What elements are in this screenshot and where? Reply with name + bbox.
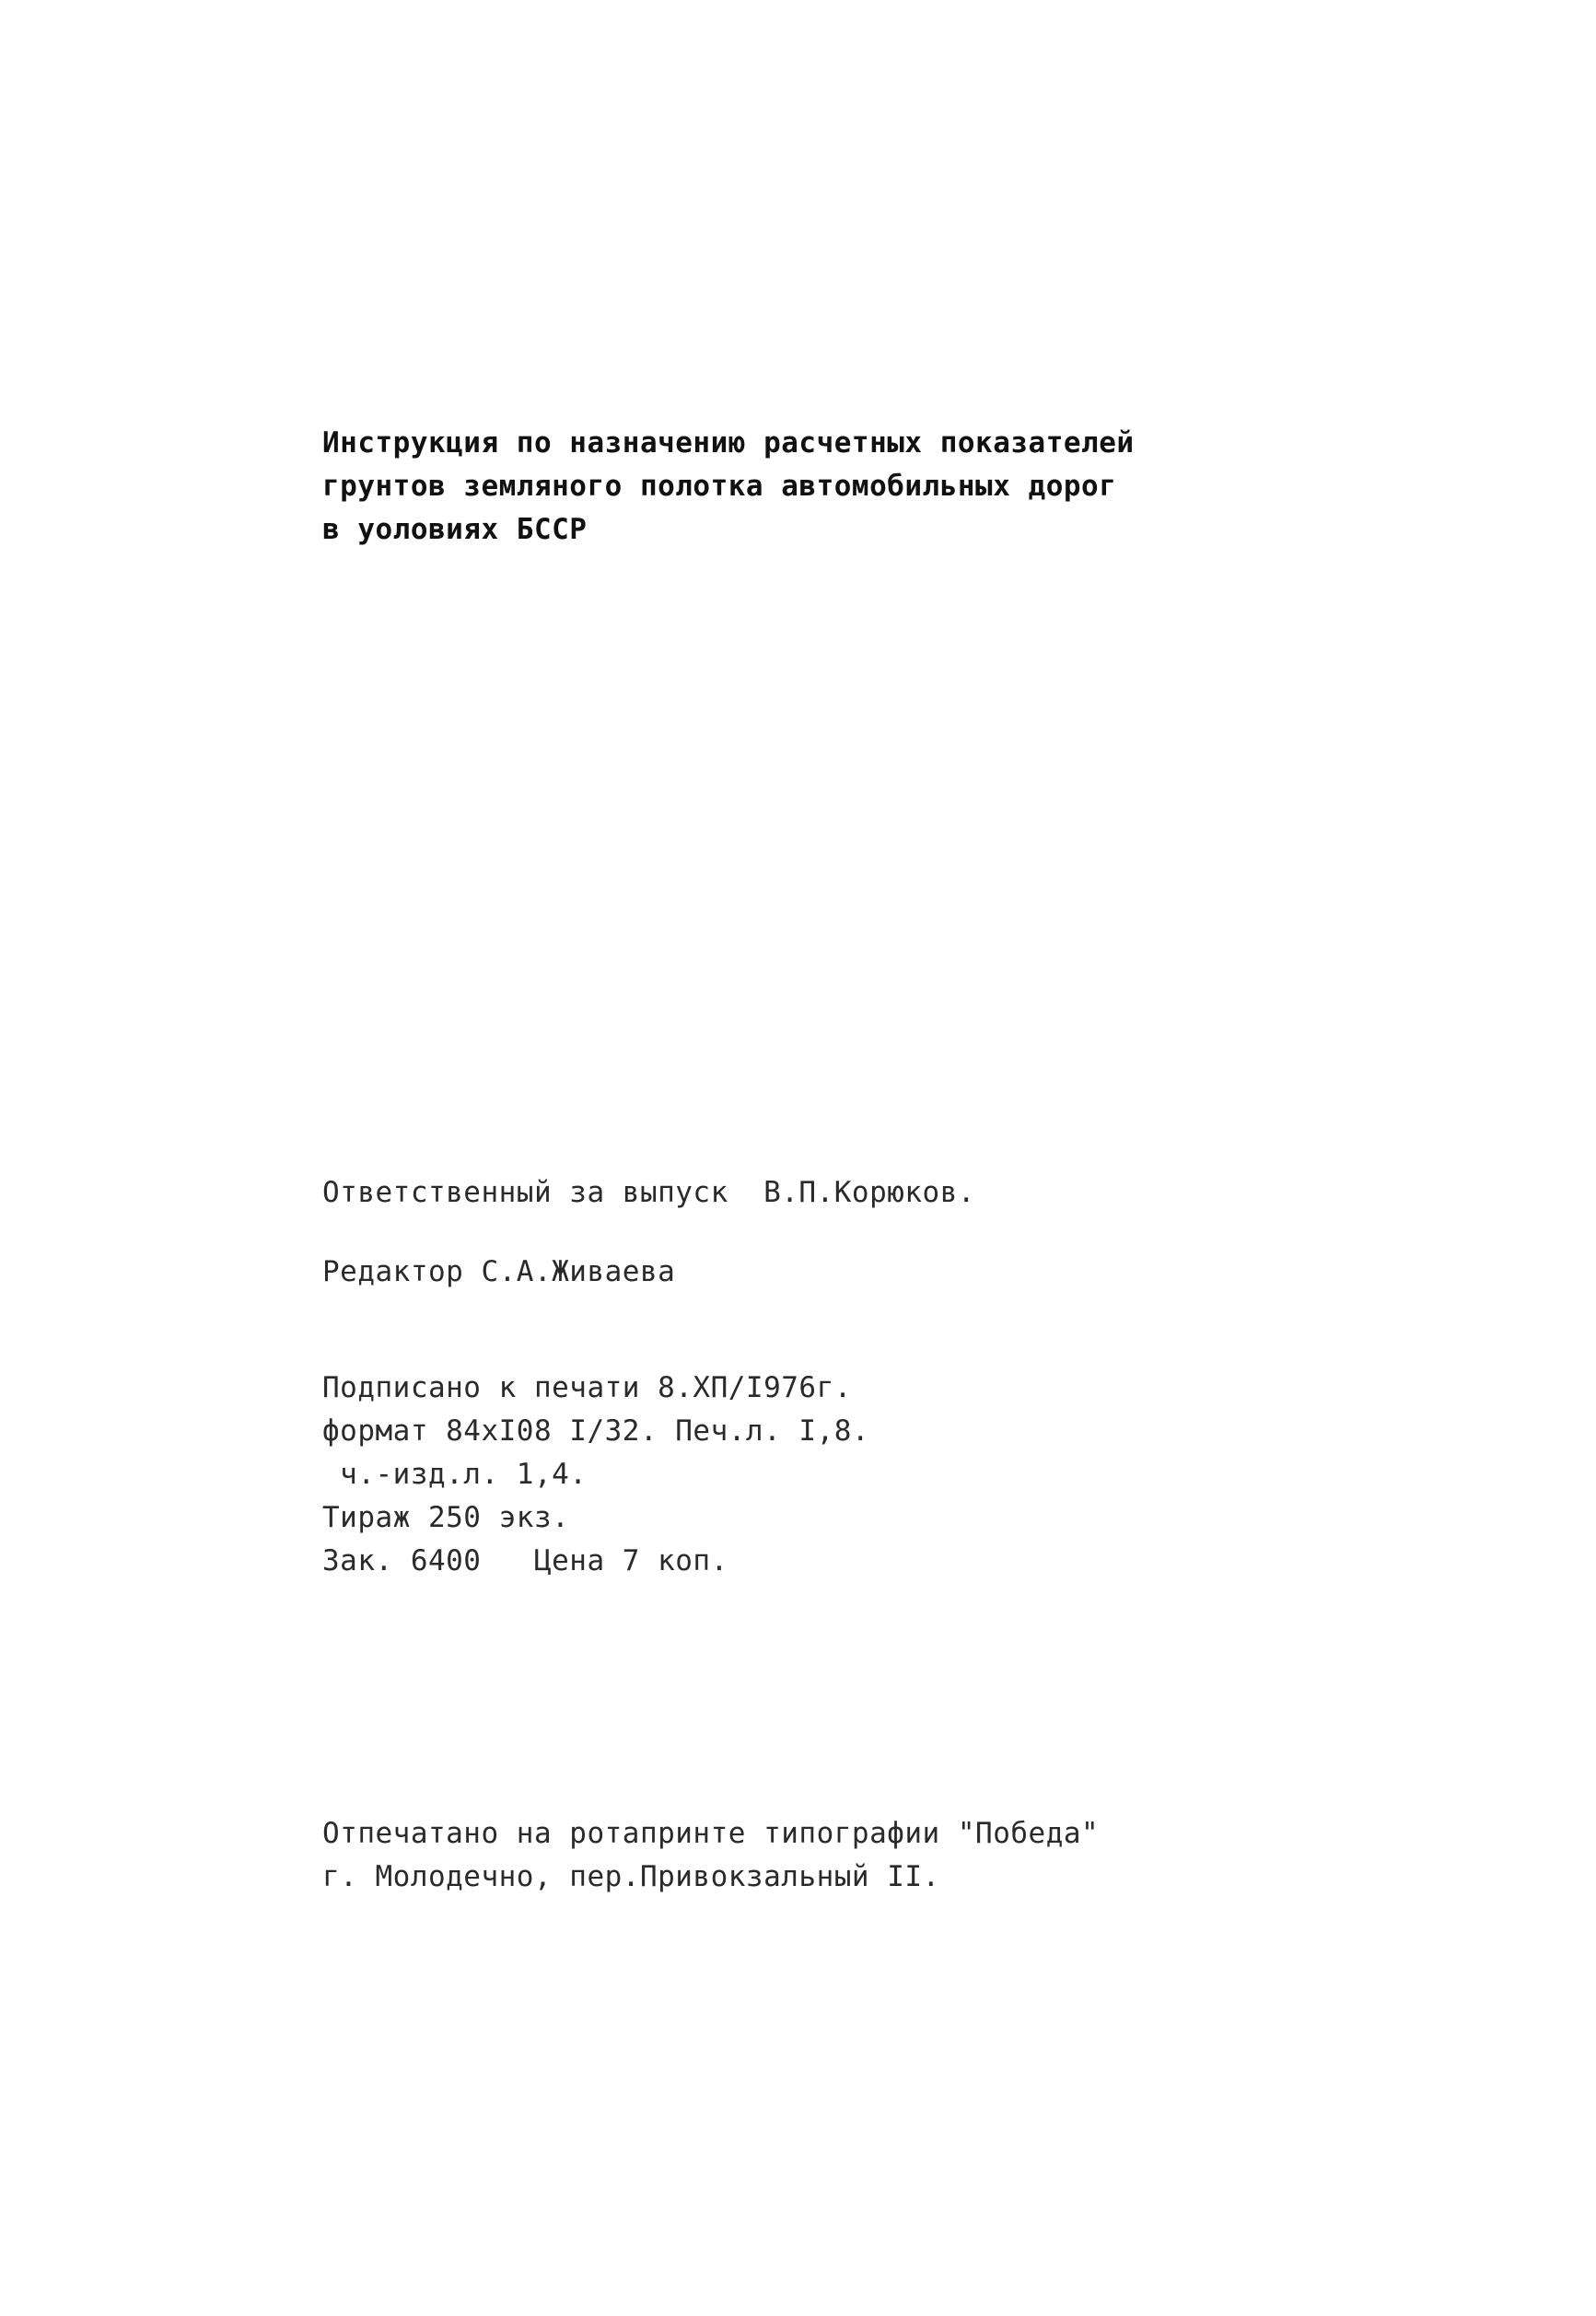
document-title xyxy=(322,422,1135,552)
printer-line-1: Отпечатано на ротапринте типографии "Победа" xyxy=(322,1817,1100,1850)
editor-credit xyxy=(322,1251,675,1294)
title-line-3: в уоловиях БССР xyxy=(322,513,588,546)
imprint-format-line: формат 84хI08 I/32. Печ.л. I,8. xyxy=(322,1414,870,1448)
imprint-circulation-line: Тираж 250 экз. xyxy=(322,1501,570,1534)
responsible-line: Ответственный за выпуск В.П.Корюков. xyxy=(322,1176,976,1209)
title-line-1: Инструкция по назначению расчетных показателей xyxy=(322,426,1135,460)
responsible-credit xyxy=(322,1171,975,1215)
printer-info xyxy=(322,1812,1099,1899)
printer-line-2: г. Молодечно, пер.Привокзальный II. xyxy=(322,1860,940,1893)
imprint-sheets-line: ч.-изд.л. 1,4. xyxy=(322,1458,588,1491)
imprint-signed-line: Подписано к печати 8.ХП/I976г. xyxy=(322,1371,852,1404)
title-line-2: грунтов земляного полотка автомобильных дорог xyxy=(322,470,1117,503)
imprint-order-price-line: Зак. 6400 Цена 7 коп. xyxy=(322,1544,728,1577)
print-imprint xyxy=(322,1367,869,1583)
editor-line: Редактор С.А.Живаева xyxy=(322,1255,676,1288)
